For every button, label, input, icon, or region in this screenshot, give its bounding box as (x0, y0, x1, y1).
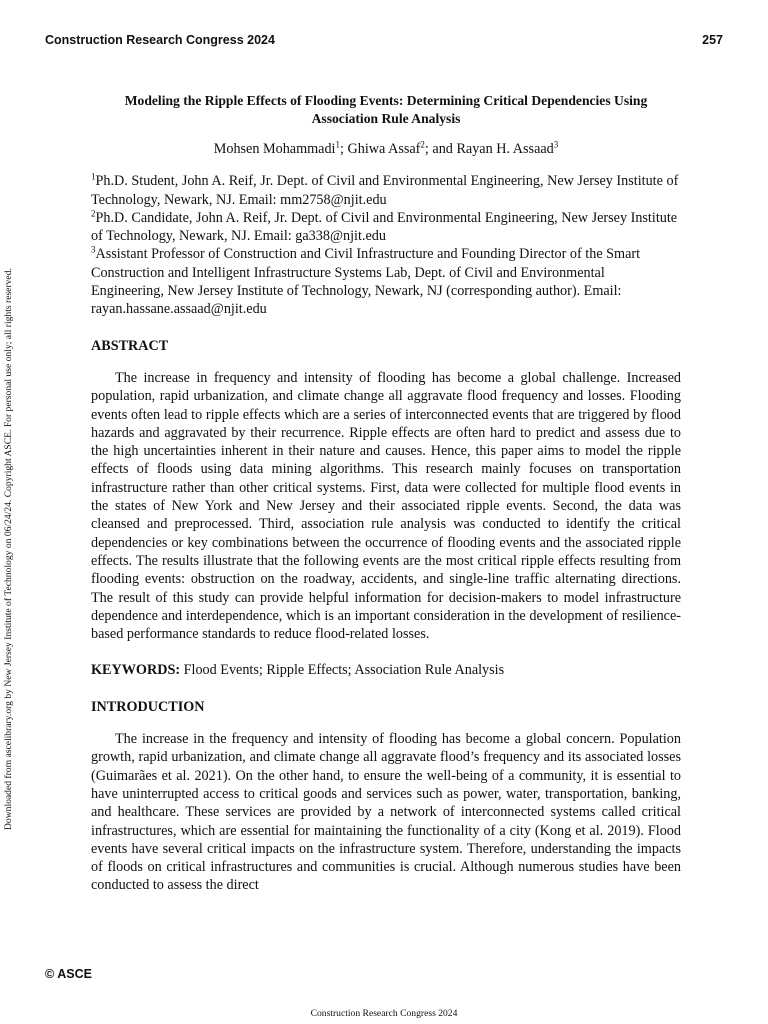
author-sep: ; and (424, 141, 457, 157)
author-name: Mohsen Mohammadi (213, 141, 336, 157)
introduction-text: The increase in the frequency and intensity of flooding has become a global concern. Population growth, rapid urbanization, and climate change all aggravate flood’s frequency and its associated losses (Guimarães et al. 2021). On the other hand, to ensure the well-being of a community, it is essential to have uninterrupted access to critical goods and services such as power, water, transportation, banking, and healthcare. These services are provided by a network of interconnected systems called critical infrastructures, which are essential for maintaining the functionality of a city (Kong et al. 2019). Flood events have several critical impacts on the infrastructure system. Therefore, understanding the impacts of floods on critical infrastructures and communities is crucial. Although numerous studies have been conducted to assess the direct (91, 731, 681, 894)
article-body (91, 92, 681, 895)
affiliation-sup: 1 (91, 171, 96, 182)
keywords-label: KEYWORDS: (91, 662, 181, 679)
affiliation-sup: 2 (91, 208, 96, 219)
page-number: 257 (702, 33, 723, 47)
abstract-text: The increase in frequency and intensity of flooding has become a global challenge. Increased population, rapid urbanization, and climate change all aggravate flood frequency and losses. Flooding events often lead to ripple effects which are a series of interconnected events that are triggered by flood hazards and aggravated by their recurrence. Ripple effects are often hard to predict and assess due to the high uncertainties inherent in their nature and causes. Hence, this paper aims to model the ripple effects of floods using data mining algorithms. This research mainly focuses on transportation infrastructure rather than other critical systems. First, data were collected for multiple flood events in the states of New York and New Jersey and their associated ripple events. Second, the data was cleansed and preprocessed. Third, association rule analysis was conducted to identify the critical dependencies or key combinations between the occurrence of flooding events and the associated ripple effects. The results illustrate that the following events are the most critical ripple effects resulting from flooding events: obstruction on the roadway, accidents, and single-line traffic alternating directions. The result of this study can provide helpful information for decision-makers to model infrastructure dependence and interdependence, which is an important consideration in the development of resilience-based performance standards to reduce flood-related losses. (91, 369, 681, 643)
footer-conference: Construction Research Congress 2024 (310, 1008, 458, 1019)
author-name: Ghiwa Assaf (347, 141, 421, 157)
affiliation (91, 172, 681, 209)
download-notice (3, 210, 15, 830)
author-sup: 3 (553, 139, 559, 150)
affiliation-sup: 3 (91, 244, 96, 255)
copyright-asce: © ASCE (45, 967, 92, 981)
keywords (91, 661, 681, 679)
introduction-heading: INTRODUCTION (91, 698, 205, 715)
author-sup: 2 (420, 139, 425, 150)
affiliation-text: Assistant Professor of Construction and Civil Infrastructure and Founding Director of the Smart Construction and Intelligent Infrastructure Systems Lab, Dept. of Civil and Environmental Engineering, New Jersey Institute of Technology, Newark, NJ (corresponding author). Email: rayan.hassane.assaad@njit.edu (91, 246, 641, 318)
author-list (91, 140, 681, 158)
affiliation-text: Ph.D. Student, John A. Reif, Jr. Dept. of Civil and Environmental Engineering, New Jersey Institute of Technology, Newark, NJ. Email: mm2758@njit.edu (91, 173, 679, 208)
affiliation (91, 209, 681, 246)
author-sep: ; (340, 141, 348, 157)
affiliation-text: Ph.D. Candidate, John A. Reif, Jr. Dept. of Civil and Environmental Engineering, New Jersey Institute of Technology, Newark, NJ. Email: ga338@njit.edu (91, 209, 678, 245)
author-name: Rayan H. Assaad (456, 141, 554, 157)
author-sup: 1 (335, 139, 340, 150)
affiliation (91, 245, 681, 318)
header-conference: Construction Research Congress 2024 (45, 33, 275, 47)
abstract-heading: ABSTRACT (91, 337, 169, 354)
paper-title: Modeling the Ripple Effects of Flooding Events: Determining Critical Dependencies Using Association Rule Analysis (124, 93, 648, 126)
download-notice-text: Downloaded from ascelibrary.org by New Jersey Institute of Technology on 06/24/24. Copyright ASCE. For personal use only; all rights reserved. (3, 268, 14, 830)
keywords-text: Flood Events; Ripple Effects; Association Rule Analysis (180, 662, 505, 679)
